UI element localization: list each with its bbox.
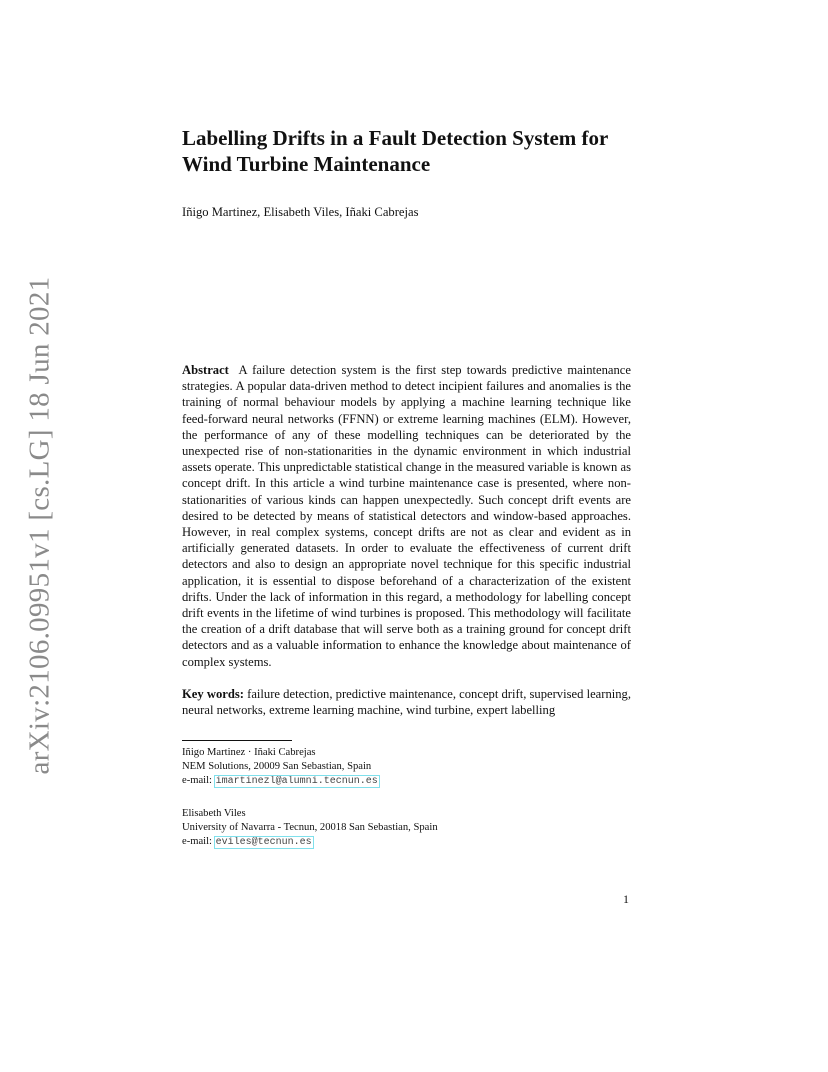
affiliation-block <box>182 807 582 850</box>
affiliation-names: Iñigo Martinez · Iñaki Cabrejas <box>182 747 316 758</box>
paper-title: Labelling Drifts in a Fault Detection System for Wind Turbine Maintenance <box>182 126 608 176</box>
email-link[interactable]: imartinezl@alumni.tecnun.es <box>215 776 378 787</box>
affiliation-email-line <box>182 835 582 850</box>
keywords <box>182 686 631 718</box>
page-number: 1 <box>623 892 629 906</box>
affiliation-institution: University of Navarra - Tecnun, 20018 San Sebastian, Spain <box>182 822 438 833</box>
email-prefix: e-mail: <box>182 775 213 786</box>
keywords-text: failure detection, predictive maintenance, concept drift, supervised learning, neural networks, extreme learning machine, wind turbine, expert labelling <box>182 687 631 718</box>
footnote-divider <box>182 740 292 741</box>
abstract-text: A failure detection system is the first step towards predictive maintenance strategies. A popular data-driven method to detect incipient failures and anomalies is the training of normal behaviour models by applying a machine learning technique like feed-forward neural networks (FFNN) or extreme learning machines (ELM). However, the performance of any of these modelling techniques can be deteriorated by the unexpected rise of non-stationarities in the dynamic environment in which industrial assets operate. This unpredictable statistical change in the measured variable is known as concept drift. In this article a wind turbine maintenance case is presented, where non-stationarities of various kinds can happen unexpectedly. Such concept drift events are desired to be detected by means of statistical detectors and window-based approaches. However, in real complex systems, concept drifts are not as clear and evident as in artificially generated datasets. In order to evaluate the effectiveness of current drift detectors and also to design an appropriate novel technique for this specific industrial application, it is essential to dispose beforehand of a characterization of the existent drifts. Under the lack of information in this regard, a methodology for labelling concept drift events in the lifetime of wind turbines is proposed. This methodology will facilitate the creation of a drift database that will serve both as a training ground for concept drift detectors and as a valuable information to enhance the knowledge about maintenance of complex systems. <box>182 363 631 669</box>
affiliation-block <box>182 746 582 789</box>
abstract <box>182 362 631 670</box>
affiliation-email-line <box>182 774 582 789</box>
keywords-label: Key words: <box>182 687 244 701</box>
affiliation-names: Elisabeth Viles <box>182 808 246 819</box>
abstract-label: Abstract <box>182 363 229 377</box>
arxiv-identifier: arXiv:2106.09951v1 [cs.LG] 18 Jun 2021 <box>23 276 56 774</box>
email-prefix: e-mail: <box>182 836 213 847</box>
email-link[interactable]: eviles@tecnun.es <box>215 837 312 848</box>
author-list: Iñigo Martinez, Elisabeth Viles, Iñaki Cabrejas <box>182 205 419 219</box>
affiliation-institution: NEM Solutions, 20009 San Sebastian, Spain <box>182 761 372 772</box>
arxiv-stamp <box>20 276 60 774</box>
